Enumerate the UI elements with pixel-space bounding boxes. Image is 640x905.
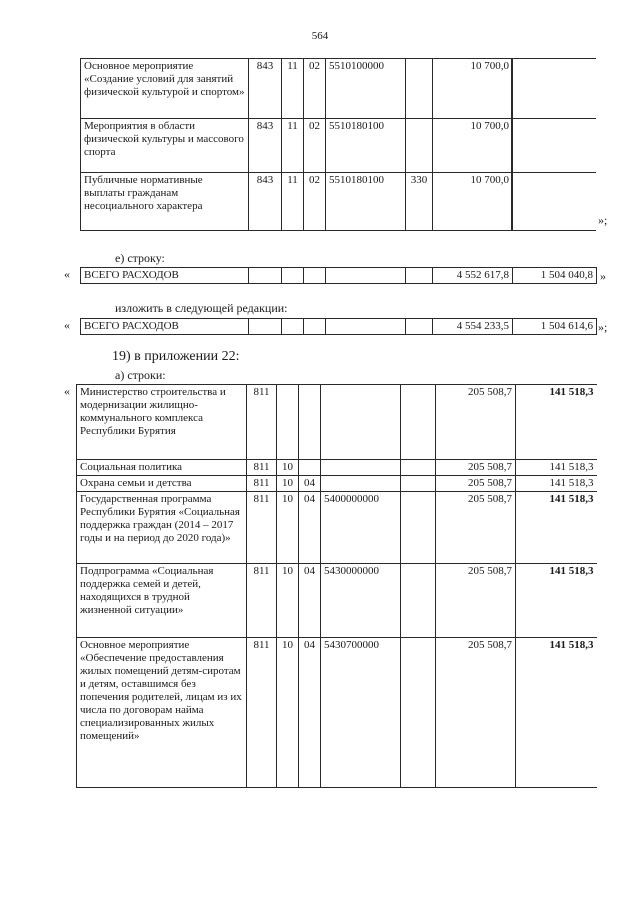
row-csr [321,385,401,460]
row-gr: 843 [249,59,282,119]
row-sum2: 141 518,3 [516,385,597,460]
row-pr: 04 [299,476,321,492]
row-csr [321,476,401,492]
row-csr: 5510180100 [326,173,406,231]
label-e: е) строку: [115,251,165,265]
row-sum1: 10 700,0 [433,119,513,173]
row-gr: 811 [247,638,277,788]
row-sum1: 205 508,7 [436,492,516,564]
row-name: Основное мероприятие «Создание условий для занятий физической культурой и спортом» [81,59,249,119]
row-gr: 811 [247,385,277,460]
row-csr [321,460,401,476]
row-name: Мероприятия в области физической культуры и массового спорта [81,119,249,173]
row-sum2: 141 518,3 [516,638,597,788]
table-row [77,476,597,492]
close-quote-1: »; [598,213,608,227]
row-gr: 811 [247,492,277,564]
row-sum1: 10 700,0 [433,173,513,231]
row-name: Публичные нормативные выплаты гражданам несоциального характера [81,173,249,231]
row-gr: 843 [249,119,282,173]
budget-table-physical-culture-col2 [511,58,596,231]
row-csr: 5430700000 [321,638,401,788]
row-pr: 04 [299,492,321,564]
total-new-name: ВСЕГО РАСХОДОВ [81,319,249,335]
total-row-new [80,318,597,335]
row-gr: 811 [247,460,277,476]
open-quote-old: « [64,267,70,281]
table-row [81,173,513,231]
row-pr [299,385,321,460]
close-quote-new: »; [598,320,608,334]
row-pr: 02 [304,119,326,173]
row-rz: 10 [277,460,299,476]
row-name: Министерство строительства и модернизации жилищно-коммунального комплекса Республики Бурятия [77,385,247,460]
total-new-sum1: 4 554 233,5 [433,319,513,335]
row-sum2 [512,173,597,231]
row-sum1: 10 700,0 [433,59,513,119]
row-rz: 10 [277,492,299,564]
row-sum1: 205 508,7 [436,385,516,460]
row-csr: 5400000000 [321,492,401,564]
table-row [77,638,597,788]
row-vr [401,460,436,476]
row-vr [401,564,436,638]
row-rz: 10 [277,564,299,638]
row-rz [277,385,299,460]
close-quote-old: » [600,269,606,283]
total-old-name: ВСЕГО РАСХОДОВ [81,268,249,284]
row-rz: 11 [282,119,304,173]
row-name: Подпрограмма «Социальная поддержка семей и детей, находящихся в трудной жизненной ситуации» [77,564,247,638]
row-rz: 10 [277,638,299,788]
row-sum2: 141 518,3 [516,476,597,492]
row-gr: 843 [249,173,282,231]
row-csr: 5430000000 [321,564,401,638]
row-gr: 811 [247,564,277,638]
row-sum1: 205 508,7 [436,460,516,476]
table-row [81,119,513,173]
page-number: 564 [311,30,329,42]
budget-table-physical-culture [80,58,513,231]
open-quote-table2: « [64,384,70,398]
row-rz: 11 [282,59,304,119]
row-vr [406,119,433,173]
row-pr: 04 [299,638,321,788]
row-sum2 [512,59,597,119]
row-pr: 04 [299,564,321,638]
row-sum1: 205 508,7 [436,476,516,492]
row-gr: 811 [247,476,277,492]
label-a: а) строки: [115,368,166,382]
open-quote-new: « [64,318,70,332]
row-name: Охрана семьи и детства [77,476,247,492]
row-rz: 10 [277,476,299,492]
table-row [77,564,597,638]
row-sum1: 205 508,7 [436,638,516,788]
row-vr [401,476,436,492]
row-name: Основное мероприятие «Обеспечение предоставления жилых помещений детям-сиротам и детям, оставшимся без попечения родителей, лицам из их числа по договорам найма специализированных жилых помещений» [77,638,247,788]
row-vr: 330 [406,173,433,231]
row-name: Государственная программа Республики Бурятия «Социальная поддержка граждан (2014 – 2017 годы и на период до 2020 года)» [77,492,247,564]
row-sum2 [512,119,597,173]
row-csr: 5510100000 [326,59,406,119]
row-pr: 02 [304,173,326,231]
row-name: Социальная политика [77,460,247,476]
table-row [81,59,513,119]
total-row-old [80,267,597,284]
row-vr [406,59,433,119]
row-rz: 11 [282,173,304,231]
table-row [77,385,597,460]
row-csr: 5510180100 [326,119,406,173]
label-replace: изложить в следующей редакции: [115,301,288,315]
total-old-sum1: 4 552 617,8 [433,268,513,284]
row-sum2: 141 518,3 [516,460,597,476]
row-vr [401,638,436,788]
row-sum2: 141 518,3 [516,492,597,564]
row-vr [401,385,436,460]
table-row [77,460,597,476]
row-sum1: 205 508,7 [436,564,516,638]
row-vr [401,492,436,564]
budget-table-appendix-22 [76,384,597,788]
row-sum2: 141 518,3 [516,564,597,638]
total-new-sum2: 1 504 614,6 [513,319,597,335]
section-heading-19: 19) в приложении 22: [112,349,240,364]
total-old-sum2: 1 504 040,8 [513,268,597,284]
table-row [77,492,597,564]
row-pr [299,460,321,476]
row-pr: 02 [304,59,326,119]
